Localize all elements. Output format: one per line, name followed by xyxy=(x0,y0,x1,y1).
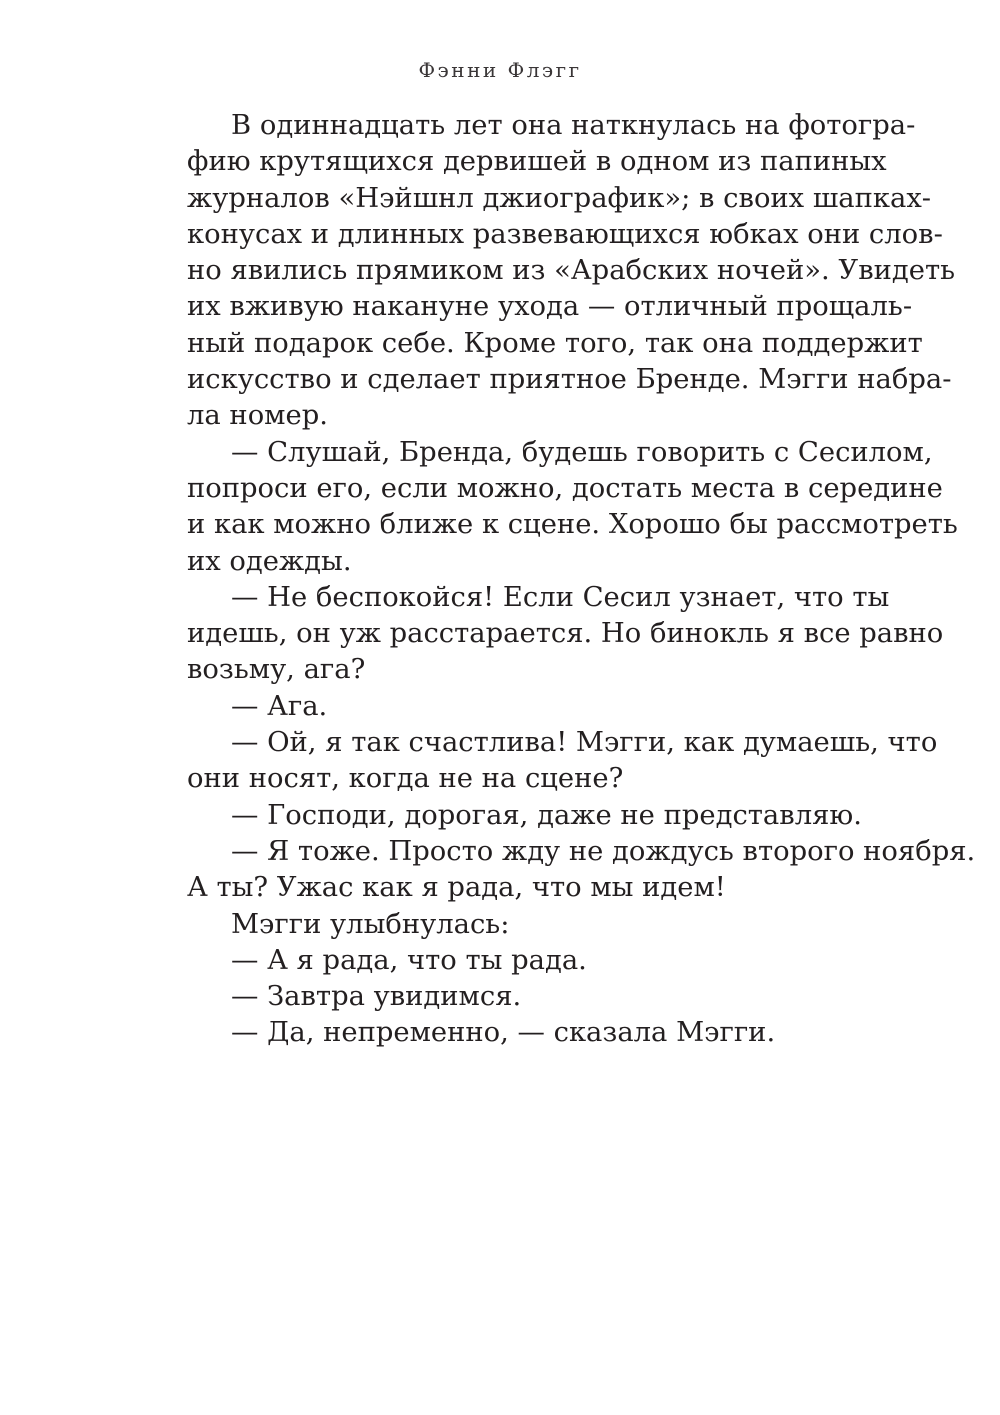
text-line: — Ой, я так счастлива! Мэгги, как думаешь, что xyxy=(231,727,938,759)
paragraph-1 xyxy=(187,108,956,435)
paragraph-9 xyxy=(187,943,849,979)
text-line: попроси его, если можно, достать места в середине xyxy=(187,472,943,504)
paragraph-10 xyxy=(187,979,849,1015)
text-line: искусство и сделает приятное Бренде. Мэгги набра- xyxy=(187,364,952,396)
text-line: В одиннадцать лет она наткнулась на фотогра- xyxy=(231,110,916,141)
text-line: — А я рада, что ты рада. xyxy=(231,944,587,976)
running-head-author: Фэнни Флэгг xyxy=(418,58,582,82)
text-line: конусах и длинных развевающихся юбках они слов- xyxy=(187,218,943,250)
text-line: Мэгги улыбнулась: xyxy=(231,908,510,940)
paragraph-5 xyxy=(187,725,938,798)
text-line: — Не беспокойся! Если Сесил узнает, что ты xyxy=(231,581,890,613)
text-line: А ты? Ужас как я рада, что мы идем! xyxy=(187,872,726,904)
text-line: идешь, он уж расстарается. Но бинокль я все равно xyxy=(187,618,944,650)
paragraph-7 xyxy=(187,834,976,907)
text-line: фию крутящихся дервишей в одном из папиных xyxy=(187,146,887,178)
text-line: и как можно ближе к сцене. Хорошо бы рассмотреть xyxy=(187,509,958,541)
text-line: — Слушай, Бренда, будешь говорить с Сесилом, xyxy=(231,436,933,468)
text-line: — Да, непременно, — сказала Мэгги. xyxy=(231,1017,776,1049)
paragraph-8 xyxy=(187,907,849,943)
paragraph-4 xyxy=(187,689,849,725)
paragraph-3 xyxy=(187,580,944,689)
text-line: — Я тоже. Просто жду не дождусь второго ноября. xyxy=(231,835,976,867)
text-line: их одежды. xyxy=(187,545,352,577)
text-line: но явились прямиком из «Арабских ночей». Увидеть xyxy=(187,255,956,287)
text-line: журналов «Нэйшнл джиографик»; в своих шапках- xyxy=(187,182,932,214)
text-line: — Завтра увидимся. xyxy=(231,981,522,1013)
text-line: ла номер. xyxy=(187,400,328,432)
text-line: возьму, ага? xyxy=(187,654,366,686)
text-line: их вживую накануне ухода — отличный прощаль- xyxy=(187,291,913,323)
text-line: — Господи, дорогая, даже не представляю. xyxy=(231,799,862,831)
paragraph-6 xyxy=(187,798,862,834)
text-line: ный подарок себе. Кроме того, так она поддержит xyxy=(187,327,923,359)
page-body xyxy=(187,108,976,1052)
paragraph-11 xyxy=(187,1015,849,1051)
text-line: — Ага. xyxy=(231,690,328,722)
text-line: они носят, когда не на сцене? xyxy=(187,763,624,795)
paragraph-2 xyxy=(187,435,958,580)
